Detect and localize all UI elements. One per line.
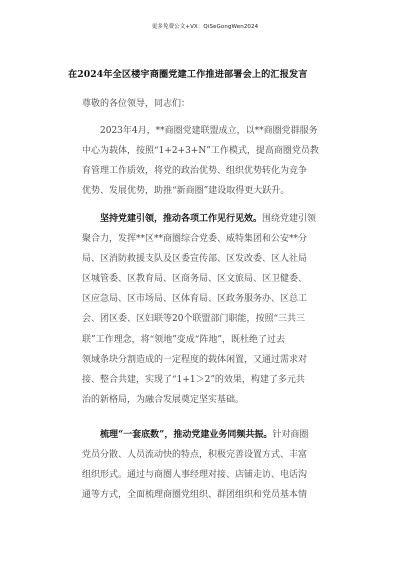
paragraph-first-line — [82, 425, 332, 445]
paragraph-line: 领域条块分割造成的一定程度的载体闲置，又通过需求对 — [82, 354, 308, 365]
document-title: 在2024年全区楼宇商圈党建工作推进部署会上的汇报发言 — [68, 69, 308, 80]
paragraph-line: 治的新格局，为融合发展奠定坚实基础。 — [82, 394, 245, 405]
paragraph-line: 党员分散、人员流动快的特点，积极完善设置方式、丰富 — [82, 450, 308, 461]
paragraph-line: 聚合力，发挥**区**商圈综合党委、威特集团和公安**分 — [82, 234, 308, 245]
paragraph-line: 局、区消防救援支队及区委宣传部、区发改委、区人社局 — [82, 254, 308, 265]
paragraph-line: 2023年4月，**商圈党建联盟成立，以**商圈党群服务 — [100, 126, 318, 136]
paragraph-line: 区城管委、区教育局、区商务局、区文旅局、区卫健委、 — [82, 274, 308, 285]
paragraph-1 — [82, 121, 332, 201]
paragraph-3 — [82, 425, 332, 505]
paragraph-line: 会、团区委、区妇联等20个联盟部门职能，按照“三共三 — [82, 314, 306, 325]
paragraph-heading: 坚持党建引领，推动各项工作见行见效。 — [100, 214, 263, 224]
header-promo-text: 更多免费公文+VX：QiSeGongWen2024 — [151, 24, 259, 30]
paragraph-text: 针对商圈 — [272, 430, 309, 440]
paragraph-text: 围绕党建引领 — [262, 214, 317, 224]
paragraph-line: 组织形式。通过与商圈人事经理对接、店铺走访、电话沟 — [82, 470, 308, 481]
paragraph-line: 区应急局、区市场局、区体育局、区政务服务办、区总工 — [82, 294, 308, 305]
greeting: 尊敬的各位领导，同志们： — [82, 99, 191, 109]
paragraph-2 — [82, 209, 332, 410]
paragraph-line: 通等方式，全面梳理商圈党组织、群团组织和党员基本情 — [82, 490, 308, 501]
paragraph-line: 优势、发展优势，助推“新商圈”建设取得更大跃升。 — [82, 186, 290, 197]
paragraph-heading: 梳理“一套底数”，推动党建业务同频共振。 — [100, 430, 273, 440]
paragraph-line: 育管理工作质效，将党的政治优势、组织优势转化为竞争 — [82, 166, 308, 177]
paragraph-line: 中心为载体，按照“1+2+3+N”工作模式，提高商圈党员教 — [82, 146, 319, 157]
paragraph-first-line — [82, 209, 332, 229]
paragraph-line: 接、整合共建，实现了“1+1＞2”的效果，构建了多元共 — [82, 374, 305, 385]
paragraph-line: 联”工作理念，将“领地”变成“阵地”，既杜绝了过去 — [82, 334, 286, 345]
